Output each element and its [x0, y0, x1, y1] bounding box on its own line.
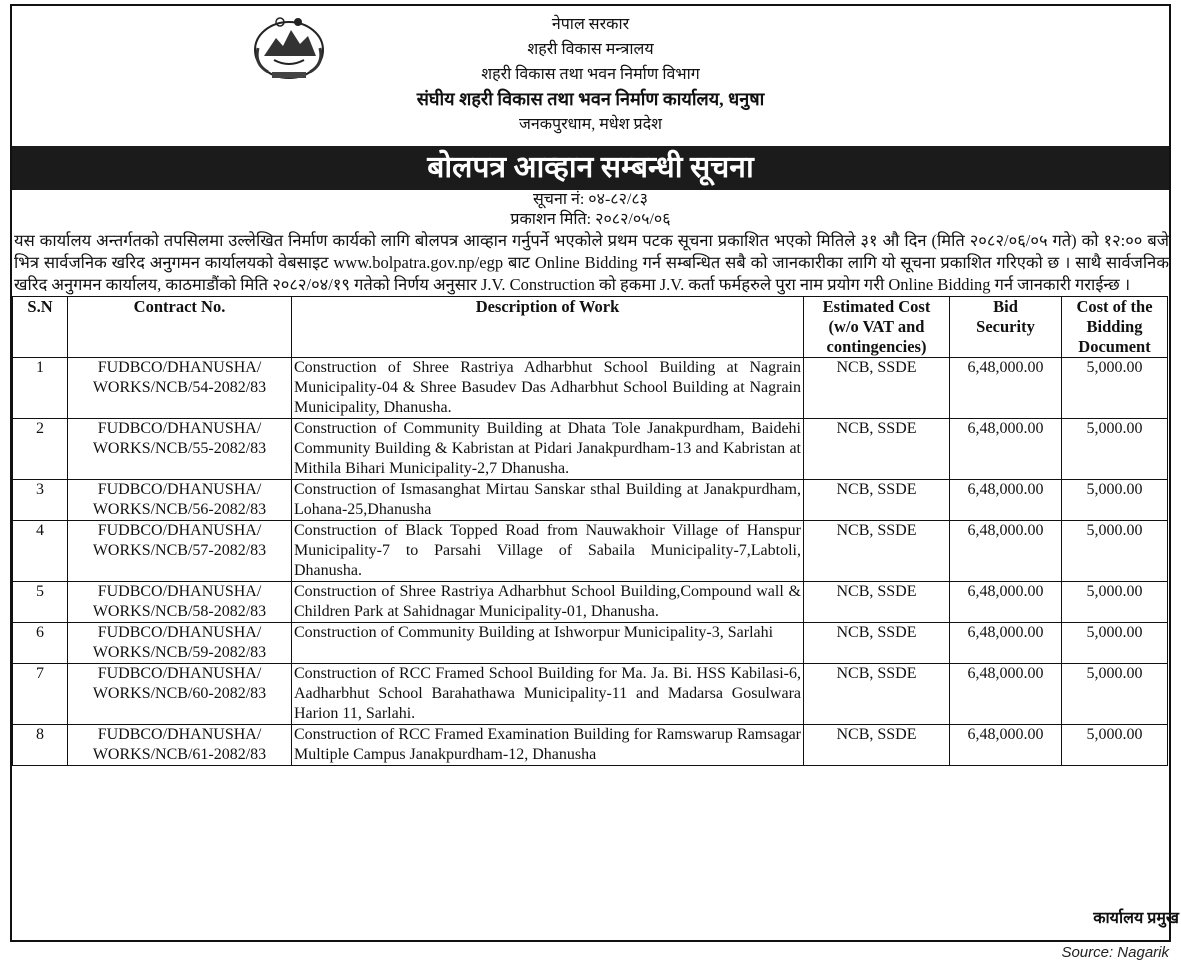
source-credit: Source: Nagarik — [1061, 944, 1169, 961]
cell-sn: 1 — [13, 358, 68, 419]
header-description: Description of Work — [292, 297, 804, 358]
table-row — [13, 582, 1168, 623]
cell-sn: 4 — [13, 521, 68, 582]
cell-sn: 6 — [13, 623, 68, 664]
notice-title-banner: बोलपत्र आव्हान सम्बन्धी सूचना — [12, 146, 1169, 190]
cell-document-cost: 5,000.00 — [1062, 358, 1168, 419]
contracts-table — [12, 296, 1168, 766]
cell-estimated-cost: NCB, SSDE — [804, 664, 950, 725]
cell-contract-no: FUDBCO/DHANUSHA/ WORKS/NCB/56-2082/83 — [68, 480, 292, 521]
header-cost-line1: Estimated Cost — [822, 297, 931, 316]
notice-frame — [10, 4, 1171, 942]
header-document-cost — [1062, 297, 1168, 358]
header-bid-line1: Bid — [993, 297, 1018, 316]
cell-sn: 5 — [13, 582, 68, 623]
cell-sn: 8 — [13, 725, 68, 766]
office-name: संघीय शहरी विकास तथा भवन निर्माण कार्यालय, धनुषा — [416, 89, 765, 109]
header-sn: S.N — [13, 297, 68, 358]
cell-description: Construction of RCC Framed Examination Building for Ramswarup Ramsagar Multiple Campus Janakpurdham-12, Dhanusha — [292, 725, 804, 766]
office-chief-signature: कार्यालय प्रमुख — [1093, 910, 1179, 927]
cell-estimated-cost: NCB, SSDE — [804, 358, 950, 419]
cell-sn: 3 — [13, 480, 68, 521]
header-bid-line2: Security — [976, 317, 1035, 336]
table-header-row — [13, 297, 1168, 358]
header-contract-no: Contract No. — [68, 297, 292, 358]
publication-date: प्रकाशन मिति: २०८२/०५/०६ — [510, 211, 671, 228]
cell-bid-security: 6,48,000.00 — [950, 725, 1062, 766]
cell-document-cost: 5,000.00 — [1062, 725, 1168, 766]
cell-description: Construction of Community Building at Ishworpur Municipality-3, Sarlahi — [292, 623, 804, 664]
cell-contract-no: FUDBCO/DHANUSHA/ WORKS/NCB/57-2082/83 — [68, 521, 292, 582]
office-address: जनकपुरधाम, मधेश प्रदेश — [519, 116, 662, 133]
cell-contract-no: FUDBCO/DHANUSHA/ WORKS/NCB/59-2082/83 — [68, 623, 292, 664]
cell-contract-no: FUDBCO/DHANUSHA/ WORKS/NCB/60-2082/83 — [68, 664, 292, 725]
table-row — [13, 725, 1168, 766]
cell-description: Construction of RCC Framed School Building for Ma. Ja. Bi. HSS Kabilasi-6, Aadharbhut School Barahathawa Municipality-11 and Madarsa Gosulwara Harion 11, Sarlahi. — [292, 664, 804, 725]
header-cost-line2: (w/o VAT and — [828, 317, 925, 336]
cell-contract-no: FUDBCO/DHANUSHA/ WORKS/NCB/54-2082/83 — [68, 358, 292, 419]
nepal-emblem-icon — [250, 10, 328, 82]
header-doc-line2: Bidding — [1086, 317, 1143, 336]
ministry-name: शहरी विकास मन्त्रालय — [527, 41, 654, 58]
cell-bid-security: 6,48,000.00 — [950, 419, 1062, 480]
cell-document-cost: 5,000.00 — [1062, 521, 1168, 582]
table-row — [13, 358, 1168, 419]
cell-sn: 2 — [13, 419, 68, 480]
cell-bid-security: 6,48,000.00 — [950, 623, 1062, 664]
header-estimated-cost — [804, 297, 950, 358]
cell-description: Construction of Ismasanghat Mirtau Sanskar sthal Building at Janakpurdham, Lohana-25,Dhanusha — [292, 480, 804, 521]
cell-document-cost: 5,000.00 — [1062, 582, 1168, 623]
table-row — [13, 419, 1168, 480]
cell-sn: 7 — [13, 664, 68, 725]
cell-bid-security: 6,48,000.00 — [950, 480, 1062, 521]
cell-contract-no: FUDBCO/DHANUSHA/ WORKS/NCB/55-2082/83 — [68, 419, 292, 480]
cell-estimated-cost: NCB, SSDE — [804, 725, 950, 766]
cell-estimated-cost: NCB, SSDE — [804, 480, 950, 521]
department-name: शहरी विकास तथा भवन निर्माण विभाग — [481, 66, 700, 83]
cell-bid-security: 6,48,000.00 — [950, 358, 1062, 419]
cell-description: Construction of Community Building at Dhata Tole Janakpurdham, Baidehi Community Building & Kabristan at Pidari Janakpurdham-13 and Kabristan at Mithila Bihari Municipality-2,7 Dhanusha. — [292, 419, 804, 480]
cell-estimated-cost: NCB, SSDE — [804, 623, 950, 664]
cell-document-cost: 5,000.00 — [1062, 623, 1168, 664]
government-name: नेपाल सरकार — [551, 16, 630, 33]
cell-document-cost: 5,000.00 — [1062, 419, 1168, 480]
header-doc-line1: Cost of the — [1076, 297, 1153, 316]
cell-description: Construction of Shree Rastriya Adharbhut School Building at Nagrain Municipality-04 & Shree Basudev Das Adharbhut School Building at Nagrain Municipality, Dhanusha. — [292, 358, 804, 419]
notice-header — [12, 6, 1169, 146]
table-row — [13, 623, 1168, 664]
cell-bid-security: 6,48,000.00 — [950, 521, 1062, 582]
cell-document-cost: 5,000.00 — [1062, 480, 1168, 521]
cell-estimated-cost: NCB, SSDE — [804, 419, 950, 480]
cell-bid-security: 6,48,000.00 — [950, 582, 1062, 623]
header-doc-line3: Document — [1078, 337, 1151, 356]
header-bid-security — [950, 297, 1062, 358]
cell-contract-no: FUDBCO/DHANUSHA/ WORKS/NCB/58-2082/83 — [68, 582, 292, 623]
cell-description: Construction of Shree Rastriya Adharbhut School Building,Compound wall & Children Park at Sahidnagar Municipality-01, Dhanusha. — [292, 582, 804, 623]
cell-description: Construction of Black Topped Road from Nauwakhoir Village of Hanspur Municipality-7 to Parsahi Village of Sabaila Municipality-7,Labtoli, Dhanusha. — [292, 521, 804, 582]
table-row — [13, 521, 1168, 582]
table-row — [13, 480, 1168, 521]
cell-document-cost: 5,000.00 — [1062, 664, 1168, 725]
cell-estimated-cost: NCB, SSDE — [804, 521, 950, 582]
cell-contract-no: FUDBCO/DHANUSHA/ WORKS/NCB/61-2082/83 — [68, 725, 292, 766]
cell-bid-security: 6,48,000.00 — [950, 664, 1062, 725]
notice-number: सूचना नं: ०४-८२/८३ — [532, 191, 649, 208]
header-cost-line3: contingencies) — [826, 337, 927, 356]
notice-body: यस कार्यालय अन्तर्गतको तपसिलमा उल्लेखित निर्माण कार्यको लागि बोलपत्र आव्हान गर्नुपर्ने भएकोले प्रथम पटक सूचना प्रकाशित भएको मितिले ३१ औ दिन (मिति २०८२/०६/०५ गते) को १२:०० बजे भित्र सार्वजनिक खरिद अनुगमन कार्यालयको वेबसाइट www.bolpatra.gov.np/egp बाट Online Bidding गर्न सम्बन्धित सबै को जानकारीका लागि यो सूचना प्रकाशित गरिएको छ । साथै सार्वजनिक खरिद अनुगमन कार्यालय, काठमाडौंको मिति २०८२/०४/१९ गतेको निर्णय अनुसार J.V. Construction को हकमा J.V. कर्ता फर्महरुले पुरा नाम प्रयोग गरी Online Bidding गर्न जानकारी गराईन्छ । — [14, 231, 1169, 294]
cell-estimated-cost: NCB, SSDE — [804, 582, 950, 623]
table-row — [13, 664, 1168, 725]
